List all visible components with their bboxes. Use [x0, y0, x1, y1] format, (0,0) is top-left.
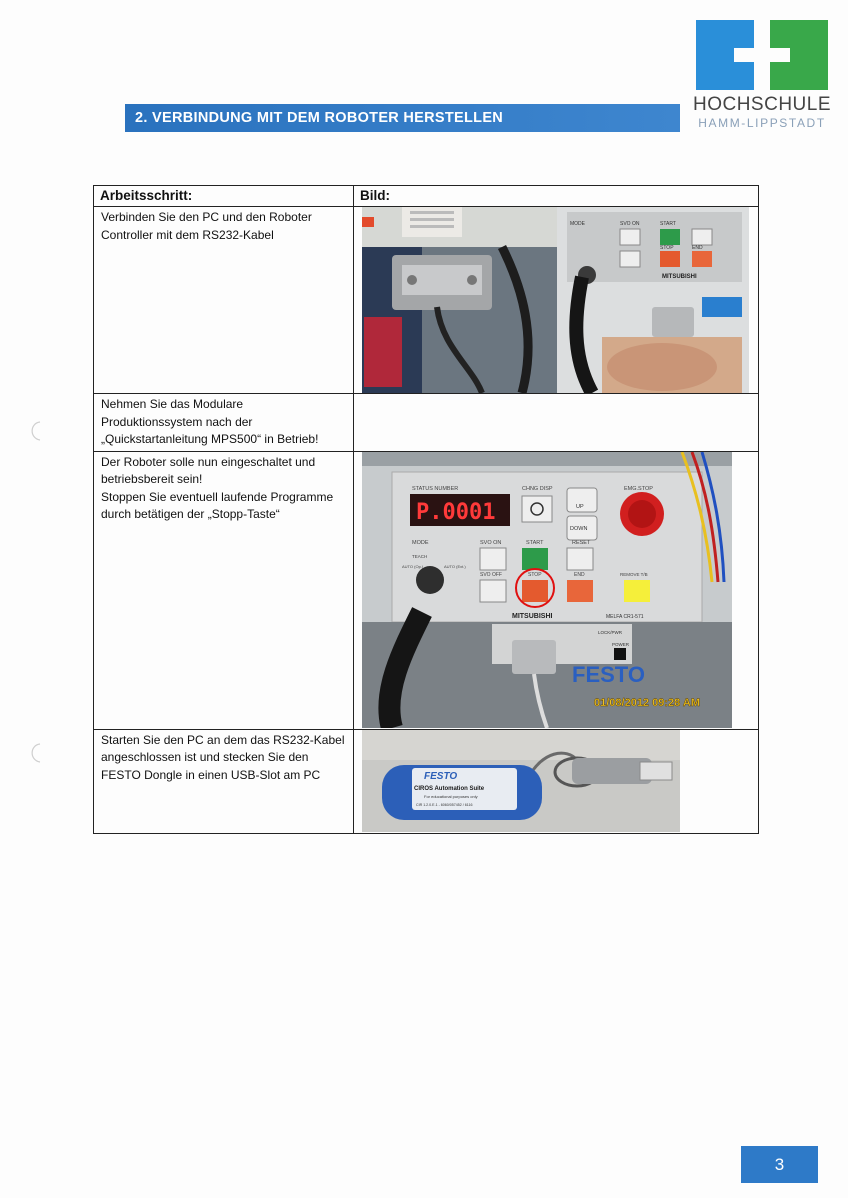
image-cell — [354, 451, 759, 729]
image-cell — [354, 394, 759, 452]
image-cell — [354, 729, 759, 833]
end-label: END — [574, 571, 585, 578]
controller-brand: MITSUBISHI — [512, 612, 553, 620]
table-row — [94, 207, 759, 394]
remove-tb-button — [624, 580, 650, 602]
controller-model: MELFA CR1-571 — [606, 613, 644, 620]
small-panel-stop-label: STOP — [660, 245, 674, 251]
photo-timestamp: 01/08/2012 09:28 AM — [594, 696, 700, 709]
small-panel-mode-label: MODE — [570, 221, 585, 227]
image-cell — [354, 207, 759, 394]
mode-key-switch — [416, 566, 444, 594]
status-number-label: STATUS NUMBER — [412, 485, 459, 492]
rs232-connector — [512, 640, 556, 674]
power-label: POWER — [612, 641, 630, 647]
punch-hole-mark — [26, 742, 46, 764]
svo-off-label: SVO OFF — [480, 571, 502, 578]
small-panel-svo-on-label: SVO ON — [620, 221, 640, 227]
step-text: Nehmen Sie das Modulare Produktionssystem nach der „Quickstartanleitung MPS500“ in Betrieb! — [94, 394, 354, 452]
status-display: P.0001 — [416, 499, 496, 525]
emg-stop-label: EMG.STOP — [624, 485, 653, 492]
small-panel-start-label: START — [660, 221, 676, 227]
svo-on-label: SVO ON — [480, 539, 502, 546]
start-button — [522, 548, 548, 570]
dongle-product: CIROS Automation Suite — [414, 785, 485, 792]
column-header-step: Arbeitsschritt: — [94, 186, 354, 207]
remove-tb-label: REMOVE T/B — [620, 571, 648, 577]
start-label: START — [526, 539, 544, 546]
page-number: 3 — [741, 1146, 818, 1183]
down-label: DOWN — [570, 525, 588, 532]
logo-name: HOCHSCHULE — [692, 94, 832, 115]
step-text: Verbinden Sie den PC und den Roboter Controller mit dem RS232-Kabel — [94, 207, 354, 394]
up-label: UP — [576, 503, 584, 510]
small-panel-end-label: END — [692, 245, 703, 251]
festo-dongle-photo — [362, 730, 680, 832]
table-row — [94, 729, 759, 833]
dongle-code: CIR 1.2.0.E.1 - 6060/057452 / 6116 — [416, 802, 473, 807]
festo-rail-text: FESTO — [572, 661, 645, 687]
lockpwr-label: LOCK/PWR — [598, 629, 623, 635]
section-title: 2. VERBINDUNG MIT DEM ROBOTER HERSTELLEN — [125, 104, 680, 132]
auto-ext-label: AUTO (Ext.) — [444, 563, 466, 569]
table-row — [94, 451, 759, 729]
stop-button — [522, 580, 548, 602]
rs232-cable-photo — [362, 207, 749, 393]
dongle-brand: FESTO — [424, 770, 458, 782]
robot-controller-photo — [362, 452, 732, 728]
chng-disp-label: CHNG DISP — [522, 485, 553, 492]
punch-hole-mark — [26, 420, 46, 442]
auto-op-label: AUTO (Op.) — [402, 563, 424, 569]
table-header-row — [94, 186, 759, 207]
hochschule-logo — [688, 20, 836, 140]
reset-label: RESET — [572, 539, 591, 546]
steps-table — [93, 185, 759, 834]
dongle-purpose: For educational purposes only — [424, 793, 478, 799]
teach-label: TEACH — [412, 553, 428, 559]
logo-cross-icon — [696, 20, 828, 90]
logo-subtitle: HAMM-LIPPSTADT — [698, 116, 826, 130]
stop-label: STOP — [528, 571, 542, 578]
mode-label: MODE — [412, 539, 429, 546]
column-header-image: Bild: — [354, 186, 759, 207]
step-text: Der Roboter solle nun eingeschaltet und betriebsbereit sein! Stoppen Sie eventuell laufende Programme durch betätigen der „Stopp-Taste“ — [94, 451, 354, 729]
step-text: Starten Sie den PC an dem das RS232-Kabel angeschlossen ist und stecken Sie den FESTO Dongle in einen USB-Slot am PC — [94, 729, 354, 833]
small-panel-brand: MITSUBISHI — [662, 274, 697, 280]
table-row — [94, 394, 759, 452]
